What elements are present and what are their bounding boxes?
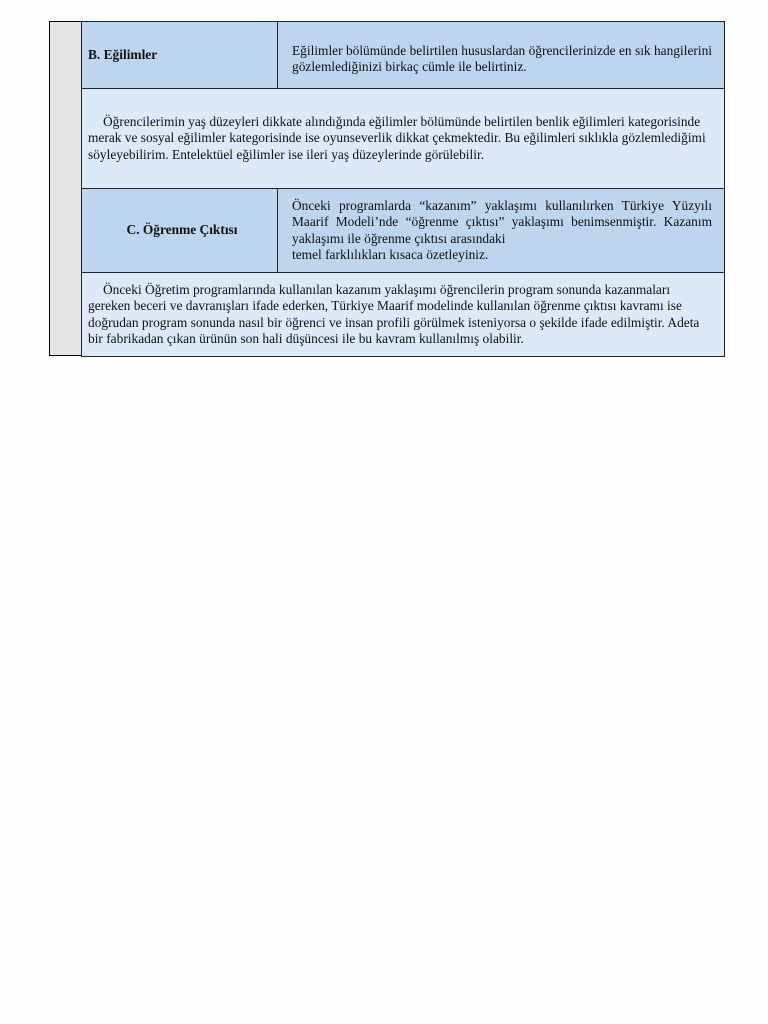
section-c-question	[278, 189, 725, 273]
side-margin-strip	[49, 21, 81, 356]
section-b-header-row	[82, 22, 725, 89]
section-c-label: C. Öğrenme Çıktısı	[82, 189, 278, 273]
section-b-answer-row	[82, 89, 725, 189]
section-b-label: B. Eğilimler	[82, 22, 278, 89]
section-c-question-part1: Önceki programlarda “kazanım” yaklaşımı kullanılırken Türkiye Yüzyılı Maarif Modeli’nde “öğrenme çıktısı” yaklaşımı benimsenmiştir. Kazanım yaklaşımı ile öğrenme çıktısı arasındaki	[292, 197, 712, 246]
section-c-answer[interactable]: Önceki Öğretim programlarında kullanılan kazanım yaklaşımı öğrencilerin program sonunda kazanmaları gereken beceri ve davranışları ifade ederken, Türkiye Maarif modelinde kullanılan öğrenme çıktısı kavramı ise doğrudan program sonunda nasıl bir öğrenci ve insan profili görülmek isteniyorsa o şekilde ifade edilmiştir. Adeta bir fabrikadan çıkan ürünün son hali düşüncesi ile bu kavram kullanılmış olabilir.	[82, 273, 725, 357]
section-c-question-part2: temel farklılıkları kısaca özetleyiniz.	[292, 246, 489, 262]
section-c-header-row	[82, 189, 725, 273]
section-b-answer[interactable]: Öğrencilerimin yaş düzeyleri dikkate alındığında eğilimler bölümünde belirtilen benlik eğilimleri kategorisinde merak ve sosyal eğilimler kategorisinde ise oyunseverlik dikkat çekmektedir. Bu eğilimleri sıklıkla gözlemlediğimi söyleyebilirim. Entelektüel eğilimler ise ileri yaş düzeylerinde görülebilir.	[82, 89, 725, 189]
evaluation-table	[81, 21, 725, 357]
section-c-answer-row	[82, 273, 725, 357]
section-b-question: Eğilimler bölümünde belirtilen hususlardan öğrencilerinizde en sık hangilerini gözlemlediğinizi birkaç cümle ile belirtiniz.	[278, 22, 725, 89]
